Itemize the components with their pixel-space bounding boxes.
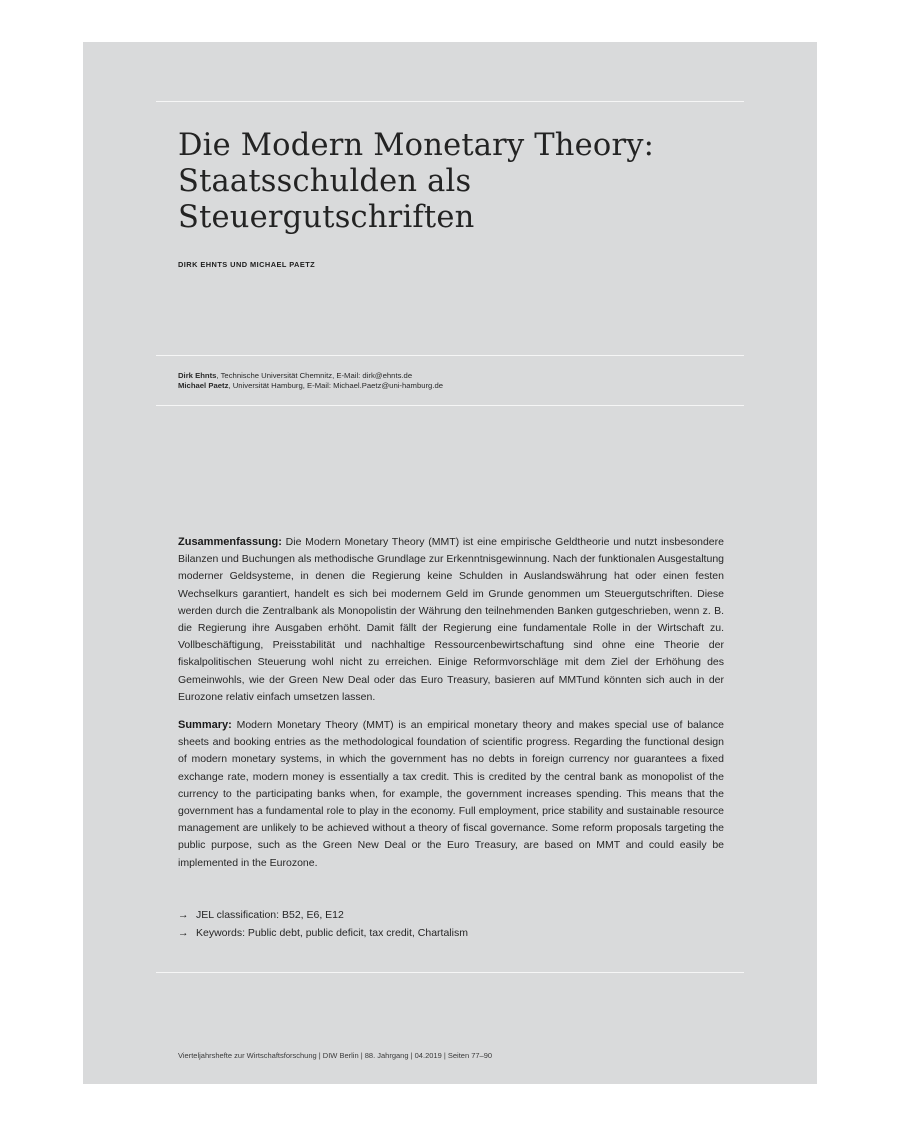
- arrow-right-icon: →: [178, 926, 189, 939]
- article-title: [178, 128, 654, 236]
- top-divider: [156, 101, 744, 102]
- abstract-german-text: Die Modern Monetary Theory (MMT) ist eine empirische Geldtheorie und nutzt insbesondere Bilanzen und Buchungen als methodische Grundlage zur Erkenntnisgewinnung. Nach der funktionalen Ausgestaltung moderner Geldsysteme, in denen die Regierung keine Schulden in Auslandswährung hat oder einen festen Wechselkurs garantiert, handelt es sich bei modernem Geld im Grunde genommen um Steuergutschriften. Diese werden durch die Zentralbank als Monopolistin der Währung den teilnehmenden Banken gutgeschrieben, wenn z. B. die Regierung ihre Ausgaben erhöht. Damit fällt der Regierung eine fundamentale Rolle in der Wirtschaft zu. Vollbeschäftigung, Preisstabilität und nachhaltige Ressourcenbewirtschaftung sind ohne eine Theorie der fiskalpolitischen Steuerung wohl nicht zu erreichen. Einige Reformvorschläge mit dem Ziel der Erhöhung des Gemeinwohls, wie der Green New Deal oder das Euro Treasury, basieren auf MMTund könnten sich auch in der Eurozone relativ einfach umsetzen lassen.: [178, 536, 724, 703]
- author-byline: DIRK EHNTS UND MICHAEL PAETZ: [178, 260, 316, 269]
- arrow-right-icon: →: [178, 909, 189, 921]
- abstract-english-label: Summary:: [178, 719, 232, 731]
- abstract-english-text: Modern Monetary Theory (MMT) is an empirical monetary theory and makes special use of balance sheets and booking entries as the methodological foundation of scientific progress. Regarding the functional design of modern monetary systems, in which the government has no debts in foreign currency nor guarantees a fixed exchange rate, modern money is essentially a tax credit. This is credited by the central bank as monopolist of the currency to the participating banks when, for example, the government increases spending. This means that the government has a fundamental role to play in the economy. Full employment, price stability and sustainable resource management are unlikely to be achieved without a theory of fiscal governance. Some reform proposals targeting the public purpose, such as the Green New Deal or the Euro Treasury, are based on MMT and could easily be implemented in the Eurozone.: [178, 719, 724, 869]
- affiliation-detail: , Technische Universität Chemnitz, E-Mail: dirk@ehnts.de: [216, 371, 413, 380]
- jel-classification: JEL classification: B52, E6, E12: [196, 909, 344, 921]
- abstract-german-label: Zusammenfassung:: [178, 536, 282, 548]
- title-line: Die Modern Monetary Theory:: [178, 128, 655, 163]
- abstract-german: [178, 534, 724, 706]
- affiliation-line: [178, 371, 443, 381]
- title-line: Staatsschulden als: [178, 164, 472, 199]
- classification-block: [178, 907, 468, 942]
- title-line: Steuergutschriften: [178, 200, 475, 235]
- affiliation-name: Michael Paetz: [178, 380, 229, 390]
- affiliation-line: [178, 381, 443, 391]
- affiliation-name: Dirk Ehnts: [178, 371, 217, 380]
- affiliation-top-divider: [156, 355, 744, 356]
- affiliation-bottom-divider: [156, 405, 744, 406]
- keywords-line: [178, 925, 468, 943]
- affiliation-detail: , Universität Hamburg, E-Mail: Michael.Paetz@uni-hamburg.de: [228, 380, 444, 390]
- keywords: Keywords: Public debt, public deficit, tax credit, Chartalism: [196, 926, 468, 939]
- jel-line: [178, 907, 468, 925]
- bottom-divider: [156, 972, 744, 973]
- journal-footer: Vierteljahrshefte zur Wirtschaftsforschung | DIW Berlin | 88. Jahrgang | 04.2019 | Seiten 77–90: [178, 1051, 493, 1060]
- abstract-english: [178, 717, 724, 872]
- affiliations: [178, 371, 443, 390]
